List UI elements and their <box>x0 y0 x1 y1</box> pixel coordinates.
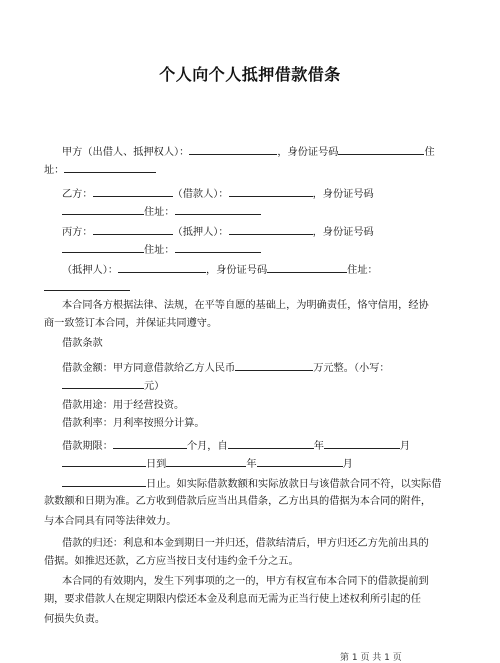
borrower-address-label: 住址： <box>144 207 175 218</box>
validity-line-2: 期，要求借款人在规定期限内偿还本金及利息而无需为正当行使上述权利所引起的任 <box>44 594 421 605</box>
party-a-id-blank <box>338 144 424 155</box>
mortgagor-address-label: 住址： <box>144 245 175 256</box>
validity-line-1: 本合同的有效期内，发生下列事项的之一的，甲方有权宣布本合同下的借款提前到 <box>62 576 429 587</box>
loan-period-from-label: 个月，自 <box>186 441 228 452</box>
end-year-label: 年 <box>246 459 257 470</box>
mortgagor2-label: （抵押人）： <box>62 265 119 276</box>
mortgagor2-address-line <box>44 280 130 295</box>
mortgagor2-line <box>62 262 378 277</box>
period-note-3: 与本合同具有同等法律效力。 <box>44 516 177 527</box>
party-a-address-label-cont: 址： <box>44 165 65 176</box>
period-note-2: 款数额和日期为准。乙方收到借款后应当出具借条，乙方出具的借据为本合同的附件， <box>44 496 432 507</box>
mortgagor2-id-blank <box>267 262 347 273</box>
party-a-name-blank <box>189 144 277 155</box>
party-a-address-blank <box>64 162 156 173</box>
loan-rate: 借款利率：月利率按照分计算。 <box>62 418 205 429</box>
borrower-id-blank <box>62 204 144 215</box>
section-loan-terms: 借款条款 <box>62 338 103 349</box>
loan-period-end-line <box>62 456 353 471</box>
loan-purpose: 借款用途：用于经营投资。 <box>62 400 185 411</box>
preamble-line-2: 商一致签订本合同，并保证共同遵守。 <box>44 318 218 329</box>
end-month-blank <box>257 456 343 467</box>
loan-period-months-blank <box>113 438 187 449</box>
mortgagor-id-blank <box>62 242 144 253</box>
party-a-address-line <box>44 162 156 177</box>
start-year-blank <box>228 438 314 449</box>
mortgagor2-address-label: 住址： <box>347 265 378 276</box>
repayment-line-1: 借款的归还：利息和本金到期日一并归还，借款结清后，甲方归还乙方先前出具的 <box>62 538 429 549</box>
mortgagor-label: （抵押人）： <box>172 227 229 238</box>
loan-amount-cont <box>62 378 164 393</box>
mortgagor2-name-blank <box>118 262 206 273</box>
party-a-label: 甲方（出借人、抵押权人）： <box>62 147 190 158</box>
loan-period-line <box>62 438 410 453</box>
start-month-label: 月 <box>399 441 411 452</box>
end-year-blank <box>166 456 246 467</box>
party-b-line <box>62 186 374 201</box>
loan-amount-line <box>62 360 390 375</box>
preamble-line-1: 本合同各方根据法律、法规，在平等自愿的基础上，为明确责任，恪守信用，经协 <box>62 300 429 311</box>
mortgagor-address-blank <box>175 242 261 253</box>
validity-line-3: 何损失负责。 <box>44 614 106 625</box>
mortgagor2-id-label: ，身份证号码 <box>206 265 268 276</box>
party-a-address-label: 住 <box>424 147 435 158</box>
end-day-blank <box>62 476 146 487</box>
start-year-label: 年 <box>313 441 324 452</box>
repayment-line-2: 借据。如推迟还款，乙方应当按日支付违约金千分之五。 <box>44 556 299 567</box>
to-label: 日到 <box>146 459 167 470</box>
party-c-address-line <box>62 242 261 257</box>
borrower-id-label: ，身份证号码 <box>312 189 374 200</box>
loan-amount-unit: 元） <box>144 381 165 392</box>
borrower-name-blank <box>229 186 313 197</box>
start-month-blank <box>324 438 400 449</box>
start-day-blank <box>62 456 146 467</box>
end-month-label: 月 <box>342 459 353 470</box>
borrower-address-blank <box>175 204 261 215</box>
party-a-line <box>62 144 435 159</box>
mortgagor-id-label: ，身份证号码 <box>312 227 374 238</box>
party-b-label: 乙方： <box>62 189 93 200</box>
mortgagor2-address-blank <box>44 280 130 291</box>
period-end-cont <box>62 476 441 491</box>
mortgagor-name-blank <box>229 224 313 235</box>
party-c-line <box>62 224 374 239</box>
borrower-label: （借款人）： <box>172 189 229 200</box>
page-footer: 第 1 页 共 1 页 <box>340 653 402 663</box>
party-a-id-label: ，身份证号码 <box>277 147 339 158</box>
party-b-blank <box>93 186 173 197</box>
loan-period-label: 借款期限： <box>62 441 113 452</box>
party-b-address-line <box>62 204 261 219</box>
loan-amount-small-label: 万元整。（小写： <box>313 363 390 374</box>
party-c-label: 丙方： <box>62 227 93 238</box>
loan-amount-small-blank <box>62 378 144 389</box>
party-c-blank <box>93 224 173 235</box>
period-note-1: 日止。如实际借款数额和实际放款日与该借款合同不符，以实际借 <box>146 479 442 490</box>
loan-amount-blank <box>235 360 313 371</box>
document-title: 个人向个人抵押借款借条 <box>159 65 341 84</box>
loan-amount-label: 借款金额：甲方同意借款给乙方人民币 <box>62 363 236 374</box>
